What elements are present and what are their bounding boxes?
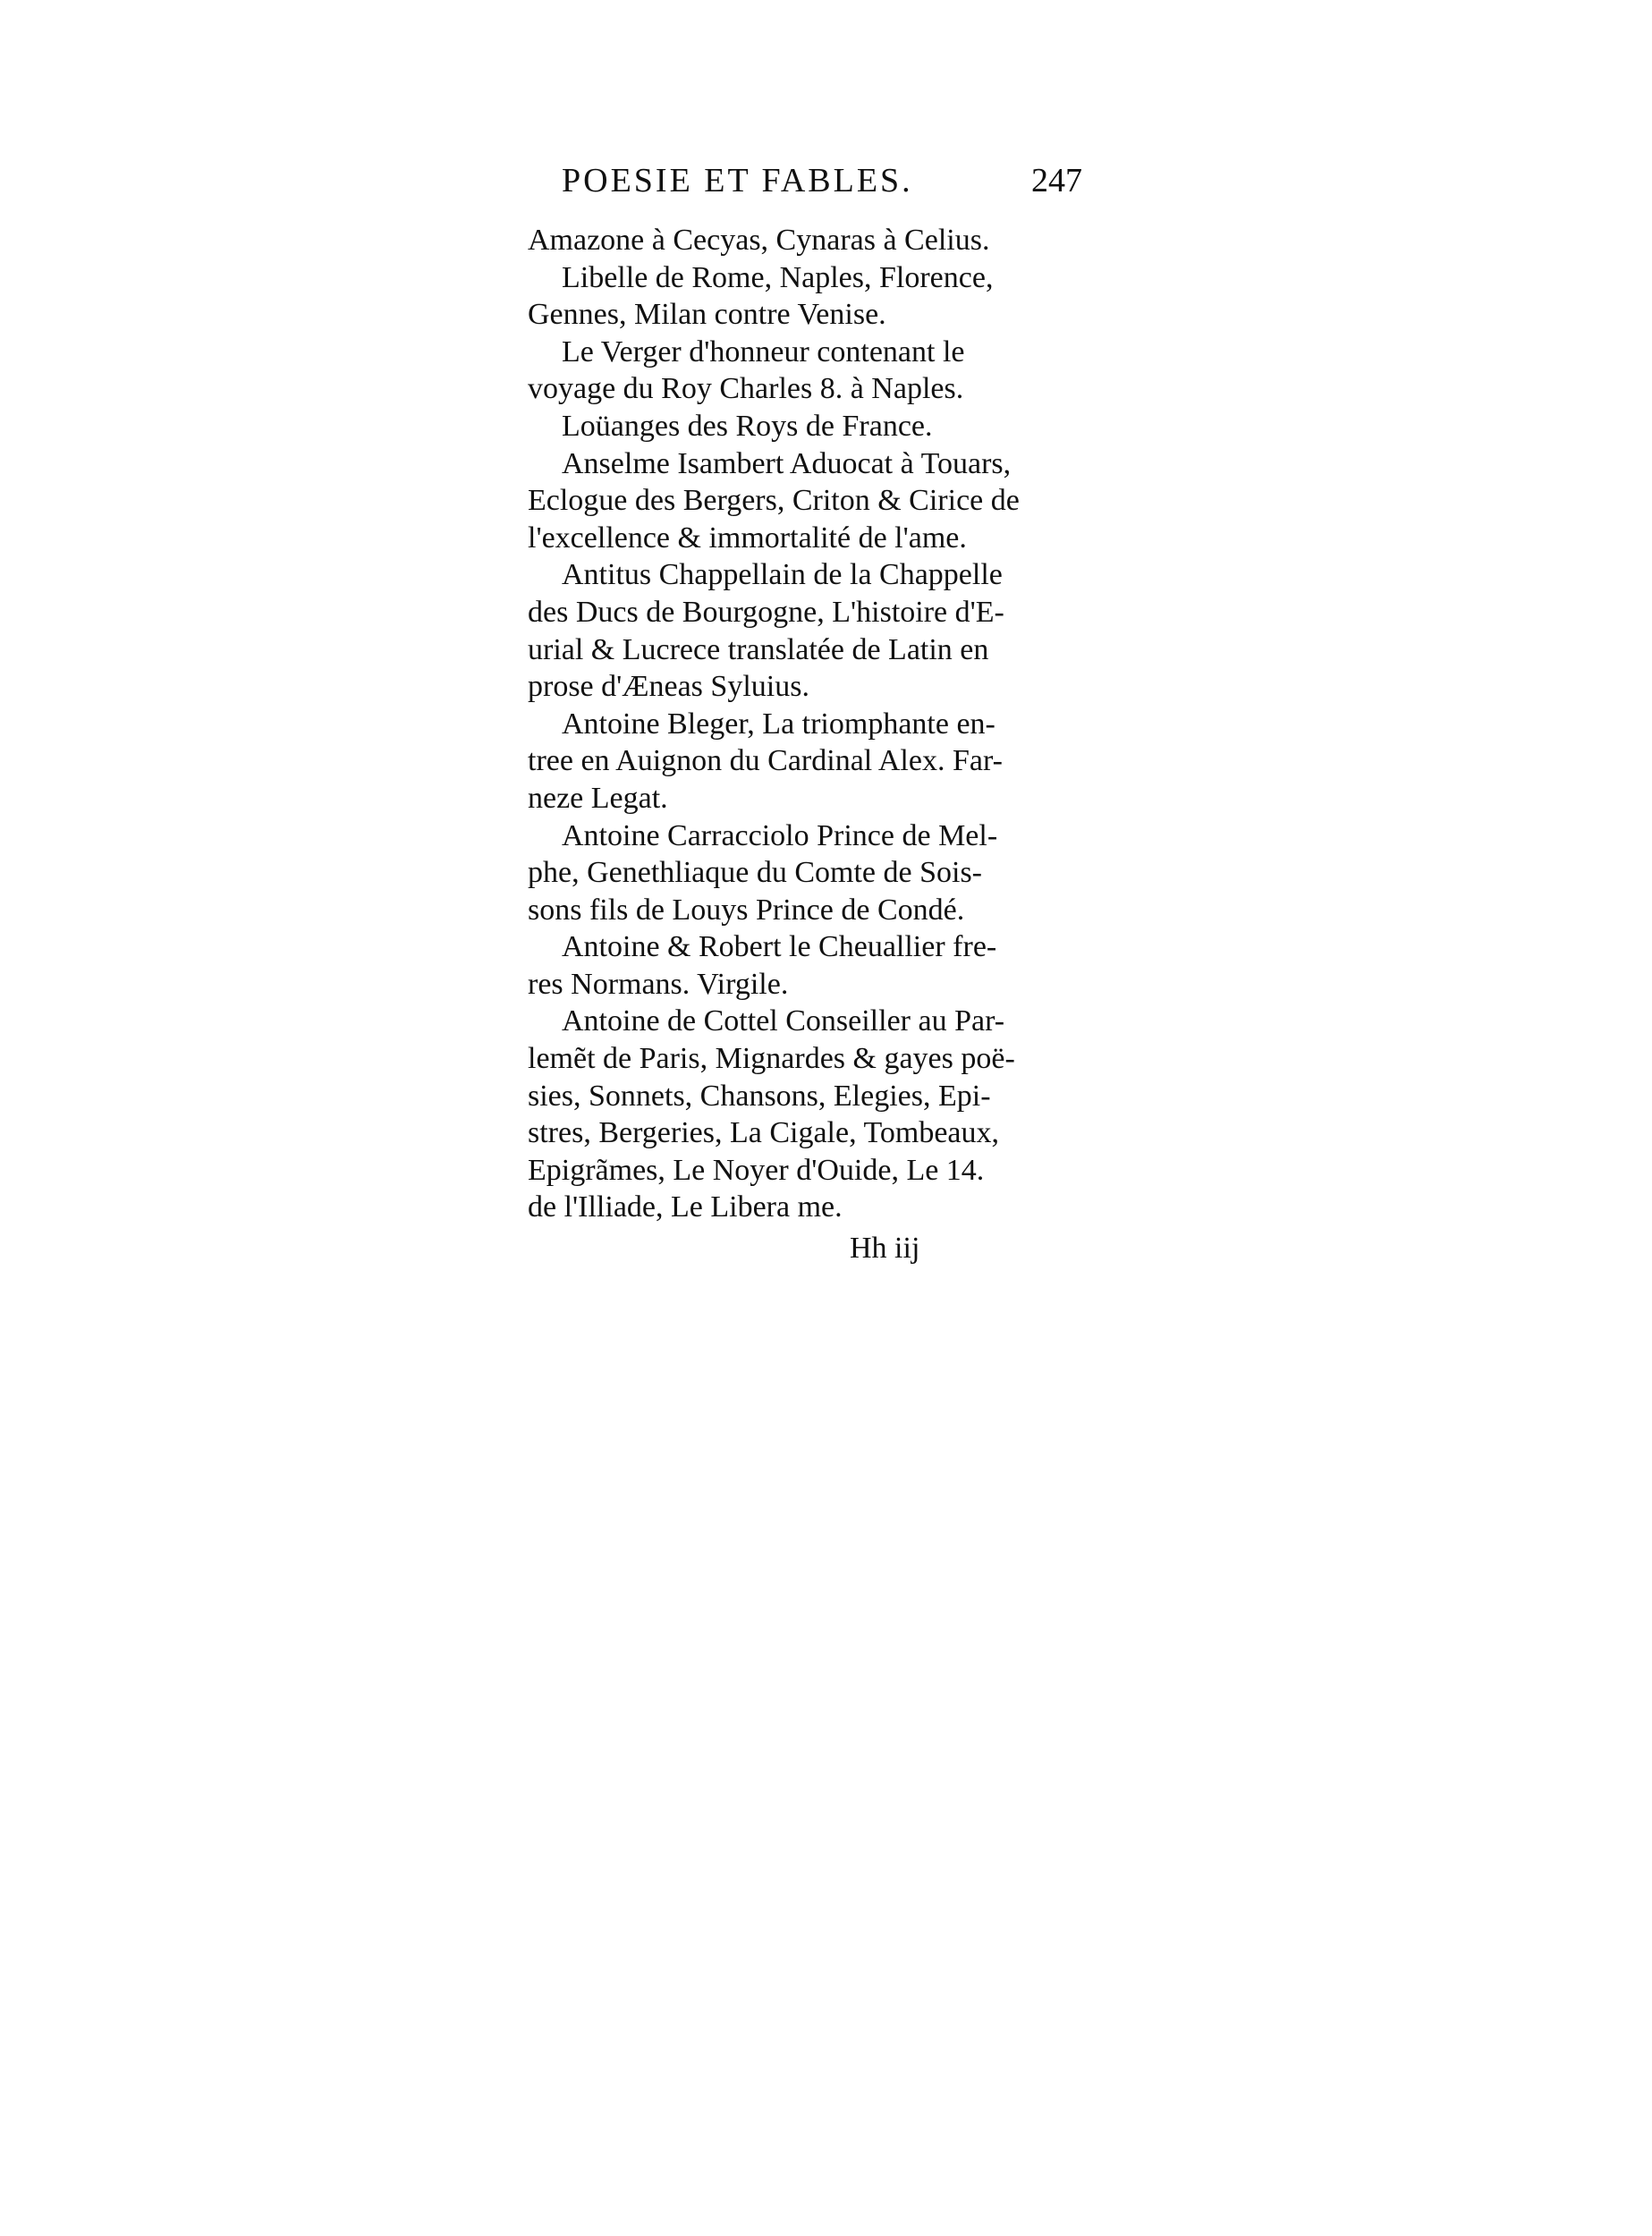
running-title: POESIE ET FABLES. bbox=[562, 162, 913, 199]
text-line: Antitus Chappellain de la Chappelle bbox=[562, 558, 1003, 592]
text-line: Loüanges des Roys de France. bbox=[562, 409, 933, 443]
text-column bbox=[528, 161, 1082, 1271]
text-line: Antoine & Robert le Cheuallier fre- bbox=[562, 930, 997, 964]
text-line: phe, Genethliaque du Comte de Sois- bbox=[528, 856, 983, 890]
text-line: Antoine de Cottel Conseiller au Par- bbox=[562, 1004, 1005, 1038]
text-line: des Ducs de Bourgogne, L'histoire d'E- bbox=[528, 595, 1004, 629]
page-number: 247 bbox=[1031, 162, 1082, 199]
signature-line bbox=[528, 1232, 1082, 1271]
text-line: Antoine Carracciolo Prince de Mel- bbox=[562, 818, 998, 852]
signature-mark: Hh iij bbox=[850, 1232, 920, 1266]
text-line: lemẽt de Paris, Mignardes & gayes poë- bbox=[528, 1042, 1015, 1076]
text-line: voyage du Roy Charles 8. à Naples. bbox=[528, 372, 964, 406]
text-line: stres, Bergeries, La Cigale, Tombeaux, bbox=[528, 1116, 999, 1150]
text-line: tree en Auignon du Cardinal Alex. Far- bbox=[528, 744, 1003, 778]
text-line: Anselme Isambert Aduocat à Touars, bbox=[562, 446, 1012, 480]
text-line: de l'Illiade, Le Libera me. bbox=[528, 1190, 843, 1224]
text-line: Antoine Bleger, La triomphante en- bbox=[562, 707, 995, 741]
text-line: prose d'Æneas Syluius. bbox=[528, 670, 809, 704]
text-line: Amazone à Cecyas, Cynaras à Celius. bbox=[528, 224, 990, 257]
text-line: Gennes, Milan contre Venise. bbox=[528, 298, 886, 332]
text-line: neze Legat. bbox=[528, 781, 668, 815]
body-text bbox=[528, 222, 1082, 1226]
text-line: l'excellence & immortalité de l'ame. bbox=[528, 521, 967, 555]
text-line: sies, Sonnets, Chansons, Elegies, Epi- bbox=[528, 1079, 991, 1113]
text-line: res Normans. Virgile. bbox=[528, 967, 789, 1001]
text-line: Libelle de Rome, Naples, Florence, bbox=[562, 260, 994, 294]
text-line: Eclogue des Bergers, Criton & Cirice de bbox=[528, 484, 1020, 518]
text-line: Epigrãmes, Le Noyer d'Ouide, Le 14. bbox=[528, 1153, 985, 1187]
text-line: Le Verger d'honneur contenant le bbox=[562, 335, 965, 368]
running-head bbox=[528, 161, 1082, 215]
text-line: urial & Lucrece translatée de Latin en bbox=[528, 632, 989, 666]
text-line: sons fils de Louys Prince de Condé. bbox=[528, 893, 965, 927]
